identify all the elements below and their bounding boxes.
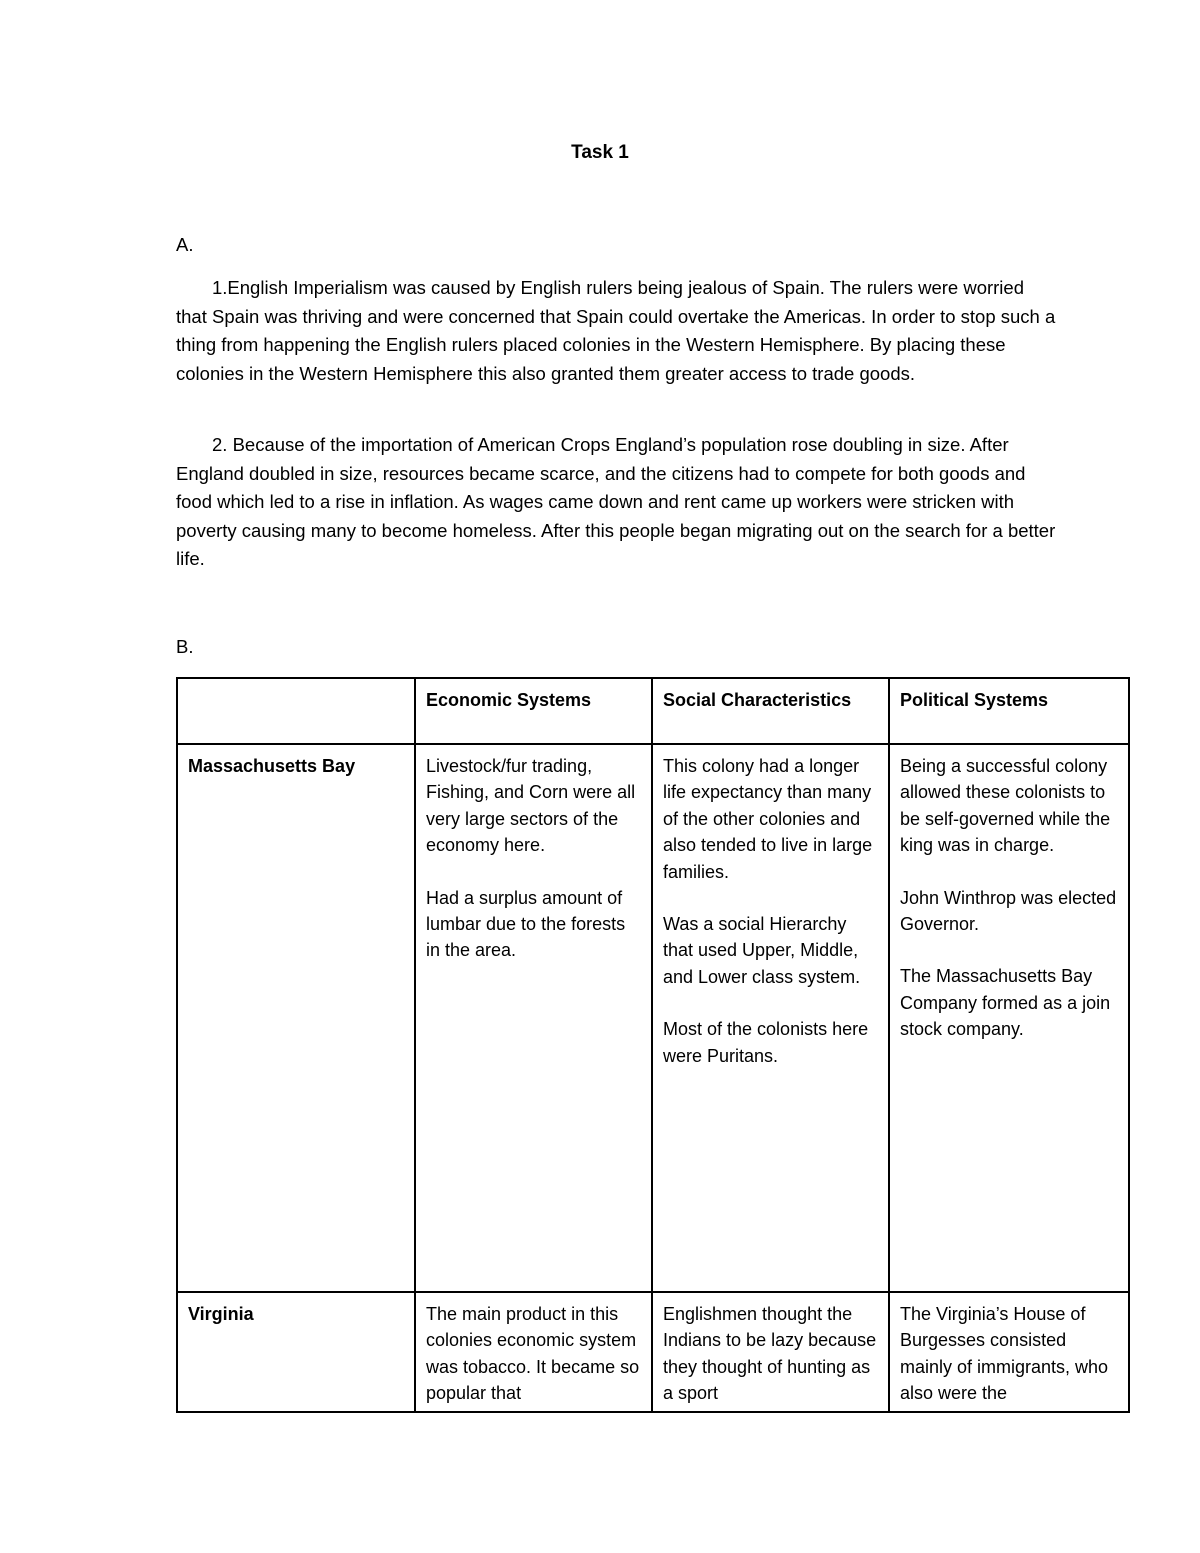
section-b-label: B. (176, 636, 194, 657)
cell-paragraph: This colony had a longer life expectancy than many of the other colonies and also tended to live in large families. (663, 756, 873, 882)
cell-paragraph: Englishmen thought the Indians to be lazy because they thought of hunting as a sport (663, 1304, 877, 1404)
paragraph-1-text: 1.English Imperialism was caused by English rulers being jealous of Spain. The rulers were worried that Spain was thriving and were concerned that Spain could overtake the Americas. In order to stop such a thing from happening the English rulers placed colonies in the Western Hemisphere. By placing these colonies in the Western Hemisphere this also granted them greater access to trade goods. (176, 277, 1056, 384)
row-label-massachusetts: Massachusetts Bay (177, 744, 415, 1292)
cell-paragraph: John Winthrop was elected Governor. (900, 887, 1117, 935)
cell-paragraph: Most of the colonists here were Puritans. (663, 1019, 869, 1066)
virginia-economic (415, 1292, 652, 1412)
massachusetts-economic (415, 744, 652, 1292)
massachusetts-political (889, 744, 1129, 1292)
header-political: Political Systems (889, 678, 1129, 744)
colonies-table (176, 677, 1130, 1413)
cell-paragraph: The Massachusetts Bay Company formed as a join stock company. (900, 966, 1111, 1040)
row-label-virginia: Virginia (177, 1292, 415, 1412)
cell-paragraph: Being a successful colony allowed these colonists to be self-governed while the king was in charge. (900, 756, 1111, 856)
virginia-political (889, 1292, 1129, 1412)
cell-paragraph: Livestock/fur trading, Fishing, and Corn were all very large sectors of the economy here. (426, 756, 636, 856)
cell-paragraph: The main product in this colonies economic system was tobacco. It became so popular that (426, 1304, 640, 1404)
header-economic: Economic Systems (415, 678, 652, 744)
massachusetts-social (652, 744, 889, 1292)
cell-paragraph: The Virginia’s House of Burgesses consisted mainly of immigrants, who also were the (900, 1304, 1109, 1404)
table-row (177, 744, 1129, 1292)
paragraph-2 (176, 431, 1056, 574)
cell-paragraph: Had a surplus amount of lumbar due to the forests in the area. (426, 887, 626, 961)
table-header-row (177, 678, 1129, 744)
virginia-social (652, 1292, 889, 1412)
cell-paragraph: Was a social Hierarchy that used Upper, Middle, and Lower class system. (663, 914, 861, 987)
section-a-label: A. (176, 234, 194, 255)
page-title: Task 1 (571, 142, 629, 163)
header-social: Social Characteristics (652, 678, 889, 744)
paragraph-2-text: 2. Because of the importation of American Crops England’s population rose doubling in size. After England doubled in size, resources became scarce, and the citizens had to compete for both goods and food which led to a rise in inflation. As wages came down and rent came up workers were stricken with poverty causing many to become homeless. After this people began migrating out on the search for a better life. (176, 434, 1056, 570)
table-row (177, 1292, 1129, 1412)
header-empty (177, 678, 415, 744)
paragraph-1 (176, 274, 1056, 388)
